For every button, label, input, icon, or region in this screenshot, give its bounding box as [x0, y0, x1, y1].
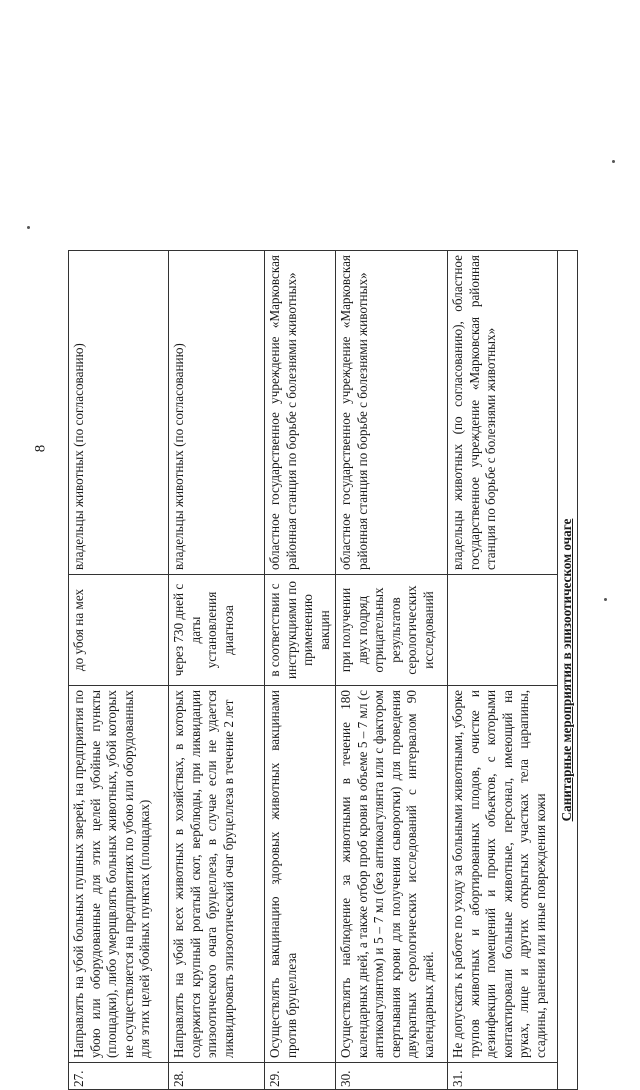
page-number: 8 [32, 444, 49, 453]
section-heading-row [558, 251, 578, 1090]
responsible-cell: владельцы животных (по согласованию) [69, 251, 169, 575]
responsible-cell: областное государственное учреждение «Марковская районная станция по борьбе с болезнями животных» [336, 251, 448, 575]
responsible-cell: владельцы животных (по согласованию), областное государственное учреждение «Марковская районная станция по борьбе с болезнями животных» [448, 251, 558, 575]
row-number: 29. [265, 1063, 336, 1090]
term-cell: через 730 дней с даты установления диагноза [169, 575, 265, 686]
scan-speck [27, 226, 30, 229]
action-cell: Не допускать к работе по уходу за больными животными, уборке трупов животных и абортированных плодов, очистке и дезинфекции помещений и прочих объектов, с которыми контактировали больные животные, персонал, имеющий на руках, лице и других открытых участках тела царапины, ссадины, ранения или иные повреждения кожи [448, 686, 558, 1063]
section-heading: Санитарные мероприятия в эпизоотическом очаге [558, 251, 578, 1090]
scan-speck [604, 598, 607, 601]
table-row [336, 251, 448, 1090]
table-row [265, 251, 336, 1090]
row-number: 27. [69, 1063, 169, 1090]
table-row [69, 251, 169, 1090]
row-number: 28. [169, 1063, 265, 1090]
responsible-cell: владельцы животных (по согласованию) [169, 251, 265, 575]
table-row [448, 251, 558, 1090]
row-number: 30. [336, 1063, 448, 1090]
responsible-cell: областное государственное учреждение «Марковская районная станция по борьбе с болезнями животных» [265, 251, 336, 575]
action-cell: Осуществлять наблюдение за животными в течение 180 календарных дней, а также отбор проб крови в объеме 5 – 7 мл (с антикоагулянтом) и 5 – 7 мл (без антикоагулянта или с фактором свертывания крови для получения сыворотки) для проведения двукратных серологических исследований с интервалом 90 календарных дней. [336, 686, 448, 1063]
action-cell: Осуществлять вакцинацию здоровых животных вакцинами против бруцеллеза [265, 686, 336, 1063]
term-cell: при получении двух подряд отрицательных результатов серологических исследований [336, 575, 448, 686]
action-cell: Направлять на убой больных пушных зверей, на предприятия по убою или оборудованные для этих целей убойные пункты (площадки), либо умерщвлять больных животных, убой которых не осуществляется на предприятиях по убою или оборудованных для этих целей убойных пунктах (площадках) [69, 686, 169, 1063]
term-cell: в соответствии с инструкциями по применению вакцин [265, 575, 336, 686]
action-cell: Направлять на убой всех животных в хозяйствах, в которых содержится крупный рогатый скот, верблюды, при ликвидации эпизоотического очага бруцеллеза, в случае если не удается ликвидировать эпизоотический очаг бруцеллеза в течение 2 лет [169, 686, 265, 1063]
scan-speck [612, 160, 615, 163]
row-number: 31. [448, 1063, 558, 1090]
term-cell: до убоя на мех [69, 575, 169, 686]
measures-table [68, 250, 578, 1090]
table-row [169, 251, 265, 1090]
term-cell [448, 575, 558, 686]
rotated-document-sheet [68, 250, 574, 1090]
